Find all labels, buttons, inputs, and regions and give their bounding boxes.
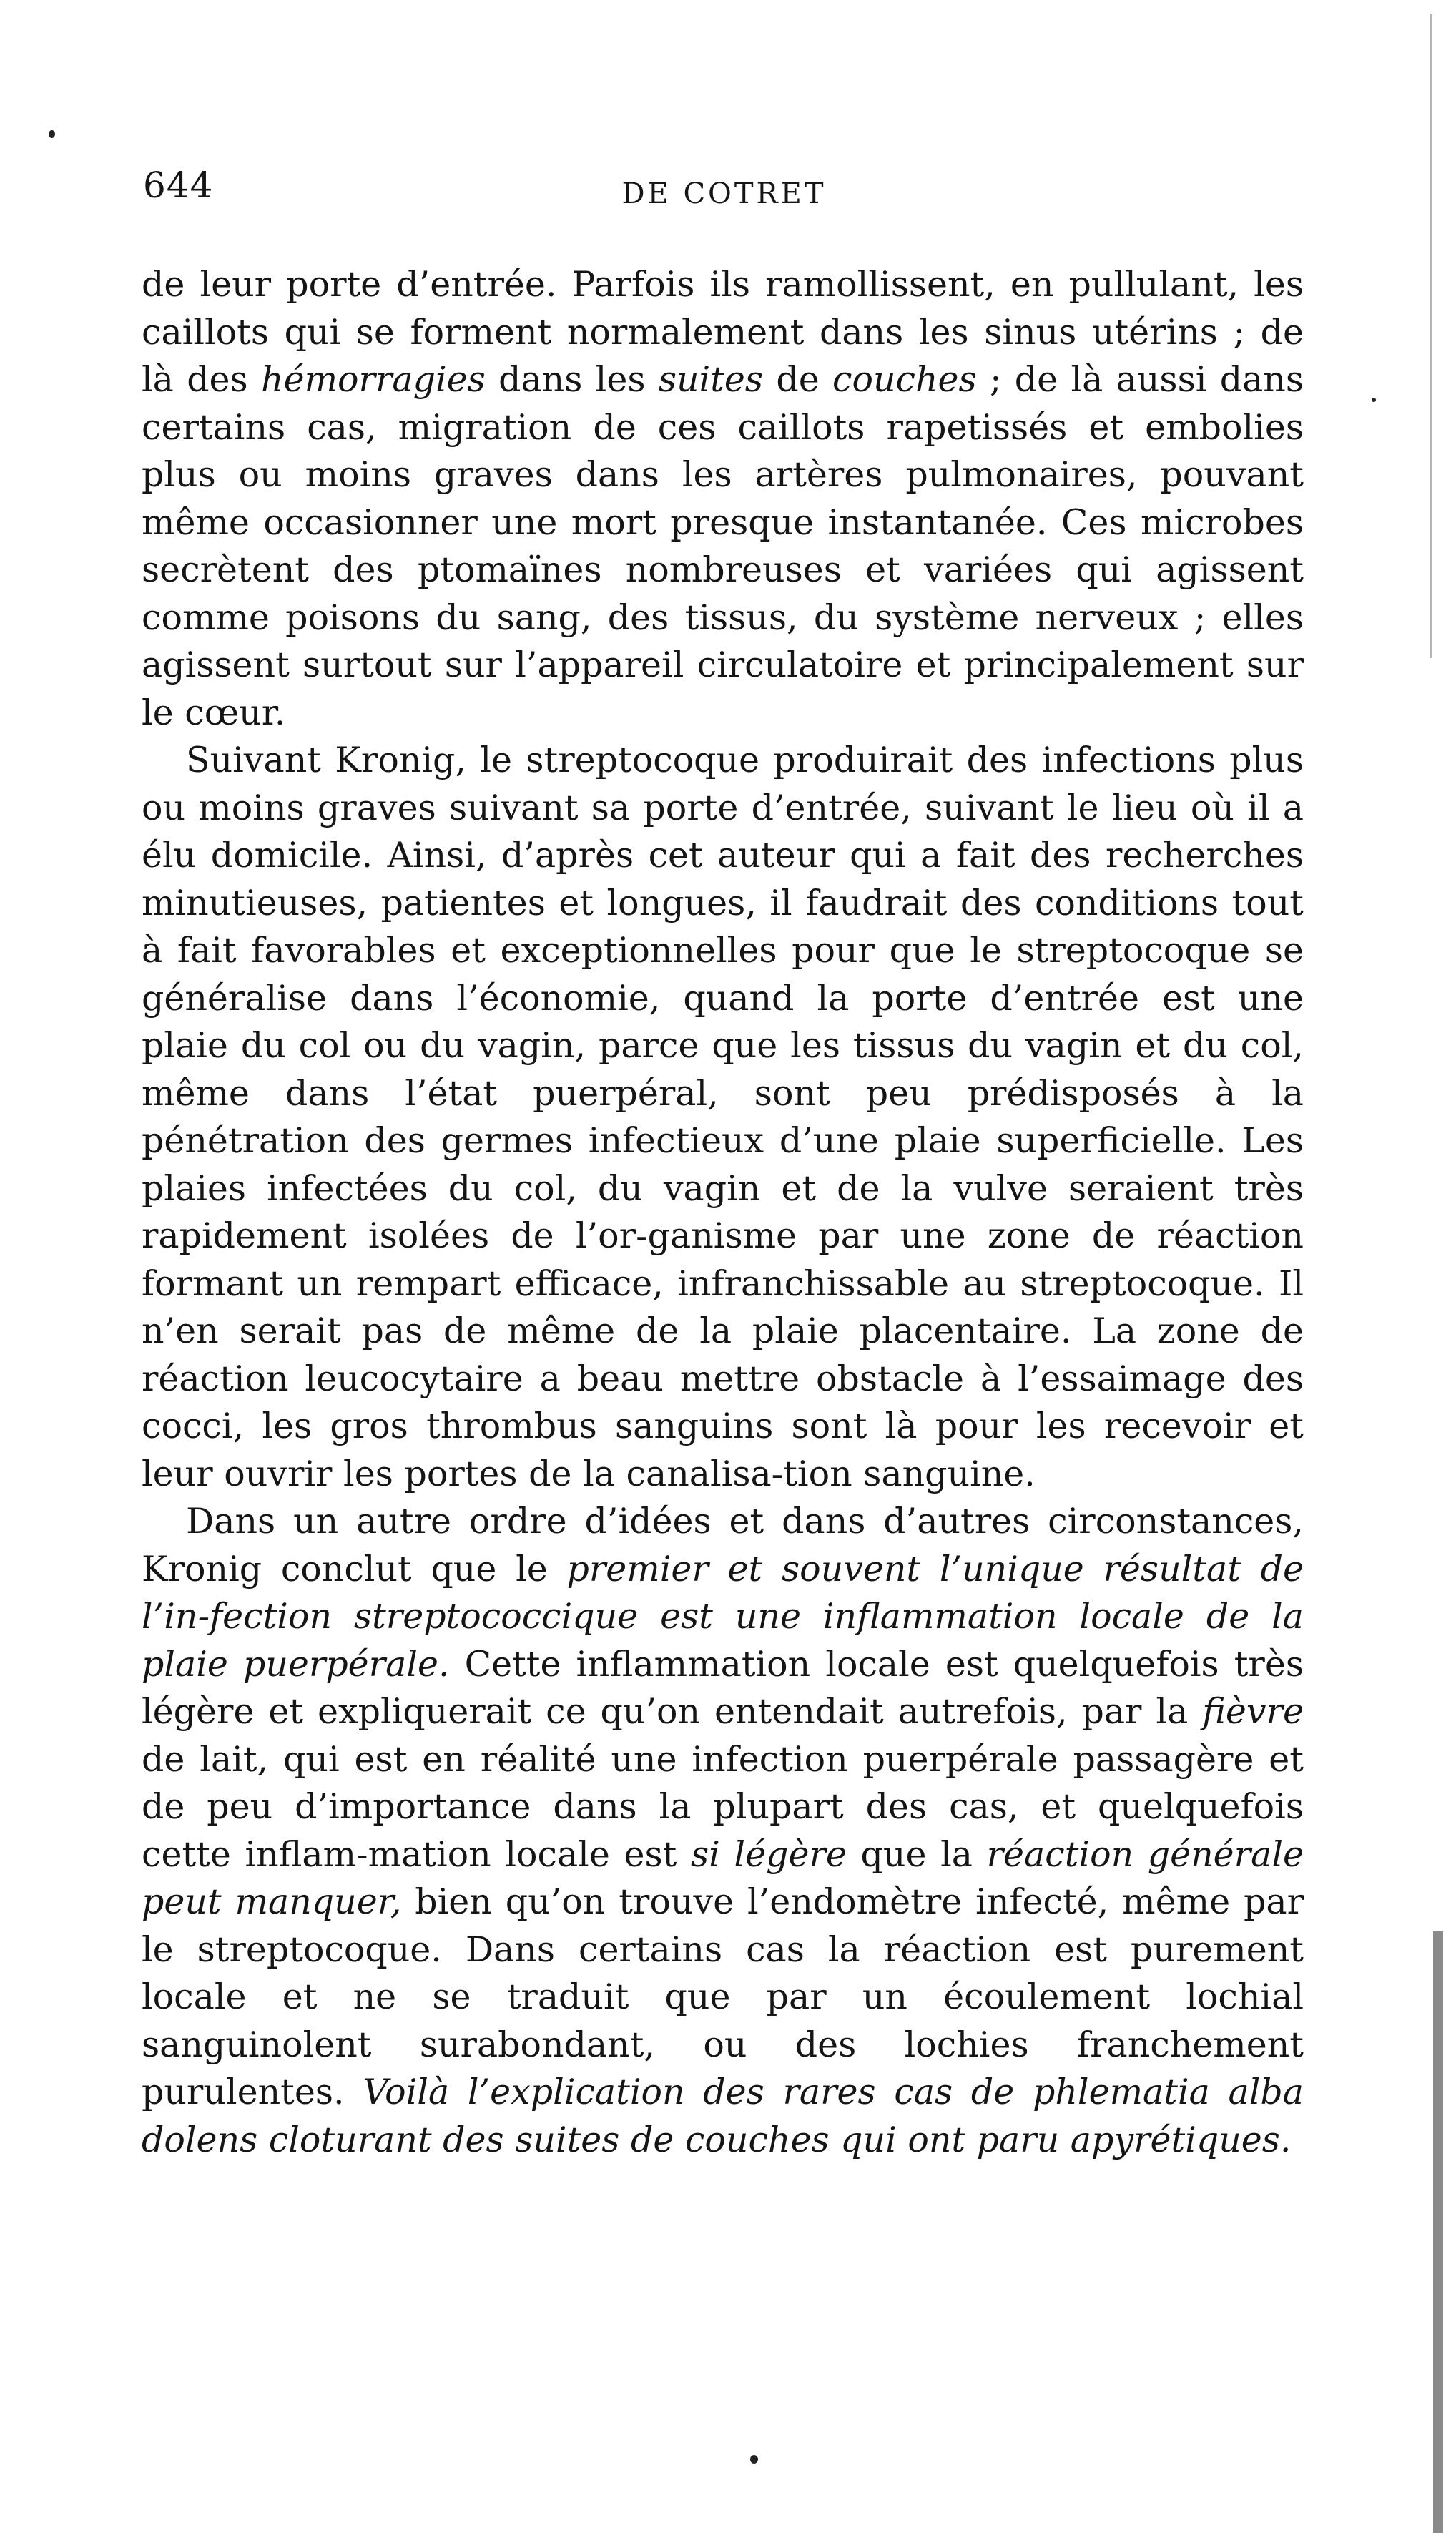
ink-speck [750,2455,758,2464]
text-run: Cette inflammation locale est quelquefois très légère et expliquerait ce qu’on entendait autrefois, par la [142,1643,1304,1732]
paragraph [142,261,1304,737]
italic-run: Voilà l’explication des rares cas de phlematia alba dolens cloturant des suites de couches qui ont paru apyrétiques. [142,2072,1304,2160]
italic-run: hémorragies [261,359,486,400]
text-run: bien qu’on trouve l’endomètre infecté, même par le streptocoque. Dans certains cas la réaction est purement locale et ne se traduit que par un écoulement lochial sanguinolent surabondant, ou des lochies franchement purulentes. [142,1881,1304,2112]
text-run: de lait, qui est en réalité une infection puerpérale passagère et de peu d’importance dans la plupart des cas, et quelquefois cette inflam-mation locale est [142,1738,1304,1875]
text-run: Suivant Kronig, le streptocoque produirait des infections plus ou moins graves suivant sa porte d’entrée, suivant le lieu où il a élu domicile. Ainsi, d’après cet auteur qui a fait des recherches minutieuses, patientes et longues, il faudrait des conditions tout à fait favorables et exceptionnelles pour que le streptocoque se généralise dans l’économie, quand la porte d’entrée est une plaie du col ou du vagin, parce que les tissus du vagin et du col, même dans l’état puerpéral, sont peu prédisposés à la pénétration des germes infectieux d’une plaie superficielle. Les plaies infectées du col, du vagin et de la vulve seraient très rapidement isolées de l’or-ganisme par une zone de réaction formant un rempart efficace, infranchissable au streptocoque. Il n’en serait pas de même de la plaie placentaire. La zone de réaction leucocytaire a beau mettre obstacle à l’essaimage des cocci, les gros thrombus sanguins sont là pour les recevoir et leur ouvrir les portes de la canalisa-tion sanguine. [142,740,1304,1494]
ink-speck [1372,398,1376,402]
text-body [142,261,1304,2164]
page-edge-shadow [1430,14,1432,658]
text-run: dans les [485,359,659,400]
running-head: DE COTRET [621,177,827,210]
page-number: 644 [143,165,214,206]
italic-run: premier et souvent l’unique résultat de l’in-fection streptococcique est une inflammation locale de la plaie puerpérale. [142,1548,1304,1685]
italic-run: si légère [690,1833,847,1875]
text-run: de [763,359,833,400]
text-run: de leur porte d’entrée. Parfois ils ramollissent, en pullulant, les caillots qui se forment normalement dans les sinus utérins ; de là des [142,264,1304,400]
ink-speck [49,130,55,138]
text-run: que la [846,1833,987,1875]
page-edge-shadow [1433,1931,1443,2533]
paragraph [142,737,1304,1498]
paragraph [142,1498,1304,2164]
italic-run: couches [832,359,977,400]
italic-run: fièvre [1202,1691,1304,1732]
text-run: Dans un autre ordre d’idées et dans d’autres circonstances, Kronig conclut que le [142,1501,1304,1589]
page-header [143,165,1305,222]
italic-run: réaction générale peut manquer, [142,1833,1304,1922]
text-run: ; de là aussi dans certains cas, migration de ces caillots rapetissés et embolies plus ou moins graves dans les artères pulmonaires, pouvant même occasionner une mort presque instantanée. Ces microbes secrètent des ptomaïnes nombreuses et variées qui agissent comme poisons du sang, des tissus, du système nerveux ; elles agissent surtout sur l’appareil circulatoire et principalement sur le cœur. [142,359,1304,733]
italic-run: suites [658,359,764,400]
